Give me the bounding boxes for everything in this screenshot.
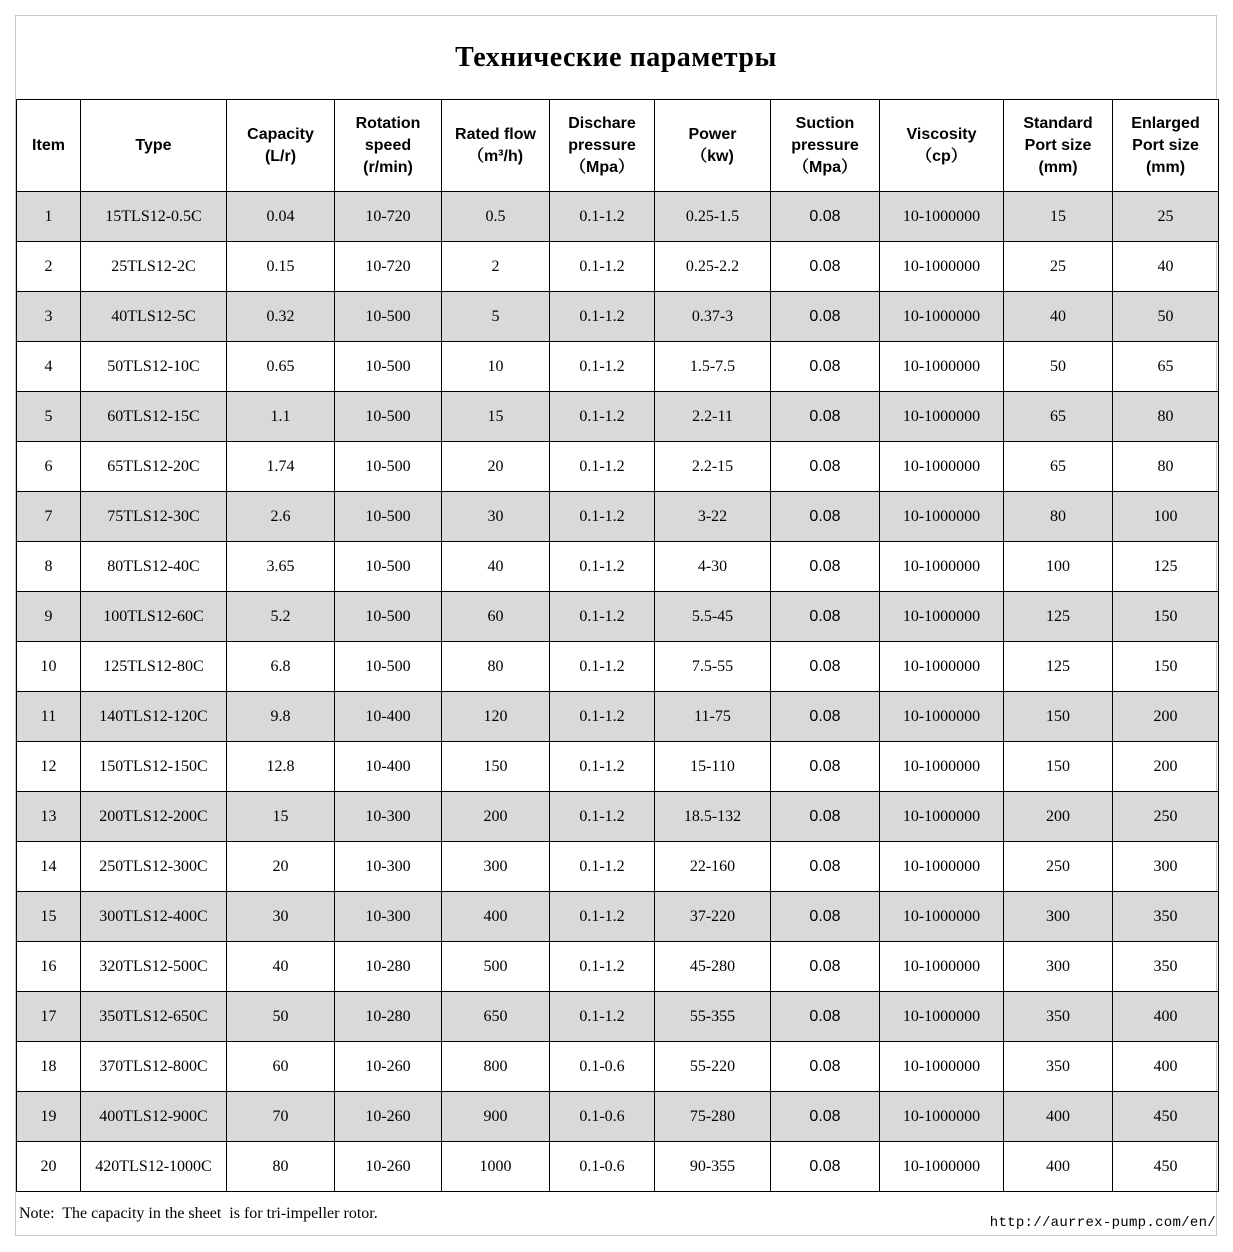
cell-rotation-speed: 10-300 [335,792,442,842]
column-header-rotation-speed [335,100,442,192]
cell-enlarged-port-size: 150 [1113,642,1219,692]
column-header-line: Standard [1023,114,1093,132]
cell-item: 20 [17,1142,81,1192]
cell-standard-port-size: 150 [1004,692,1113,742]
cell-rotation-speed: 10-300 [335,842,442,892]
cell-suction-pressure: 0.08 [771,842,880,892]
cell-enlarged-port-size: 450 [1113,1142,1219,1192]
cell-viscosity: 10-1000000 [880,292,1004,342]
table-row [17,1142,1219,1192]
column-header-line: Rated flow [455,125,536,143]
cell-enlarged-port-size: 80 [1113,392,1219,442]
cell-enlarged-port-size: 150 [1113,592,1219,642]
cell-item: 9 [17,592,81,642]
cell-power: 45-280 [655,942,771,992]
cell-enlarged-port-size: 200 [1113,742,1219,792]
cell-capacity: 30 [227,892,335,942]
column-header-rated-flow [442,100,550,192]
cell-viscosity: 10-1000000 [880,692,1004,742]
cell-standard-port-size: 50 [1004,342,1113,392]
cell-enlarged-port-size: 250 [1113,792,1219,842]
cell-rated-flow: 200 [442,792,550,842]
cell-power: 0.25-1.5 [655,192,771,242]
cell-rated-flow: 400 [442,892,550,942]
cell-type: 40TLS12-5C [81,292,227,342]
cell-power: 75-280 [655,1092,771,1142]
column-header-line: （cp） [916,147,967,165]
cell-standard-port-size: 200 [1004,792,1113,842]
cell-enlarged-port-size: 65 [1113,342,1219,392]
page-title: Технические параметры [455,41,777,73]
cell-standard-port-size: 25 [1004,242,1113,292]
cell-discharge-pressure: 0.1-1.2 [550,892,655,942]
cell-enlarged-port-size: 125 [1113,542,1219,592]
cell-suction-pressure: 0.08 [771,1042,880,1092]
cell-item: 19 [17,1092,81,1142]
cell-power: 4-30 [655,542,771,592]
cell-power: 55-220 [655,1042,771,1092]
cell-type: 140TLS12-120C [81,692,227,742]
cell-item: 18 [17,1042,81,1092]
cell-discharge-pressure: 0.1-1.2 [550,192,655,242]
cell-suction-pressure: 0.08 [771,742,880,792]
table-row [17,1042,1219,1092]
cell-item: 6 [17,442,81,492]
table-row [17,692,1219,742]
table-row [17,892,1219,942]
table-row [17,192,1219,242]
cell-rotation-speed: 10-280 [335,992,442,1042]
column-header-line: (mm) [1145,158,1186,176]
column-header-line: Enlarged [1131,114,1200,132]
cell-rotation-speed: 10-300 [335,892,442,942]
cell-rotation-speed: 10-720 [335,242,442,292]
cell-discharge-pressure: 0.1-1.2 [550,242,655,292]
cell-viscosity: 10-1000000 [880,992,1004,1042]
cell-standard-port-size: 100 [1004,542,1113,592]
cell-suction-pressure: 0.08 [771,1092,880,1142]
cell-rotation-speed: 10-500 [335,342,442,392]
column-header-line: （kw) [691,147,734,165]
cell-suction-pressure: 0.08 [771,692,880,742]
cell-capacity: 2.6 [227,492,335,542]
table-header-row [17,100,1219,192]
cell-enlarged-port-size: 40 [1113,242,1219,292]
table-row [17,392,1219,442]
cell-enlarged-port-size: 350 [1113,892,1219,942]
cell-rated-flow: 800 [442,1042,550,1092]
cell-rated-flow: 120 [442,692,550,742]
column-header-power [655,100,771,192]
cell-capacity: 0.04 [227,192,335,242]
title-area [16,16,1216,99]
cell-capacity: 9.8 [227,692,335,742]
column-header-line: (L/r) [264,147,297,165]
cell-capacity: 40 [227,942,335,992]
cell-standard-port-size: 15 [1004,192,1113,242]
cell-rated-flow: 2 [442,242,550,292]
cell-type: 25TLS12-2C [81,242,227,292]
cell-item: 15 [17,892,81,942]
cell-rotation-speed: 10-260 [335,1142,442,1192]
cell-rotation-speed: 10-500 [335,542,442,592]
table-row [17,442,1219,492]
cell-capacity: 1.1 [227,392,335,442]
cell-viscosity: 10-1000000 [880,342,1004,392]
cell-item: 13 [17,792,81,842]
cell-discharge-pressure: 0.1-1.2 [550,392,655,442]
cell-viscosity: 10-1000000 [880,742,1004,792]
cell-capacity: 80 [227,1142,335,1192]
cell-item: 17 [17,992,81,1042]
cell-enlarged-port-size: 25 [1113,192,1219,242]
cell-capacity: 6.8 [227,642,335,692]
cell-power: 7.5-55 [655,642,771,692]
table-row [17,1092,1219,1142]
table-row [17,642,1219,692]
cell-viscosity: 10-1000000 [880,842,1004,892]
cell-enlarged-port-size: 80 [1113,442,1219,492]
cell-type: 150TLS12-150C [81,742,227,792]
cell-discharge-pressure: 0.1-1.2 [550,742,655,792]
cell-discharge-pressure: 0.1-1.2 [550,792,655,842]
cell-capacity: 60 [227,1042,335,1092]
cell-viscosity: 10-1000000 [880,1092,1004,1142]
cell-type: 320TLS12-500C [81,942,227,992]
cell-item: 11 [17,692,81,742]
cell-power: 0.25-2.2 [655,242,771,292]
cell-rated-flow: 500 [442,942,550,992]
cell-rotation-speed: 10-500 [335,592,442,642]
cell-capacity: 20 [227,842,335,892]
cell-type: 65TLS12-20C [81,442,227,492]
cell-type: 50TLS12-10C [81,342,227,392]
table-row [17,342,1219,392]
cell-viscosity: 10-1000000 [880,642,1004,692]
cell-suction-pressure: 0.08 [771,642,880,692]
cell-rated-flow: 300 [442,842,550,892]
cell-capacity: 12.8 [227,742,335,792]
cell-power: 18.5-132 [655,792,771,842]
cell-suction-pressure: 0.08 [771,992,880,1042]
cell-type: 400TLS12-900C [81,1092,227,1142]
cell-standard-port-size: 350 [1004,992,1113,1042]
cell-discharge-pressure: 0.1-1.2 [550,292,655,342]
cell-suction-pressure: 0.08 [771,192,880,242]
cell-power: 22-160 [655,842,771,892]
cell-type: 350TLS12-650C [81,992,227,1042]
cell-viscosity: 10-1000000 [880,542,1004,592]
cell-discharge-pressure: 0.1-1.2 [550,342,655,392]
cell-standard-port-size: 400 [1004,1092,1113,1142]
cell-type: 420TLS12-1000C [81,1142,227,1192]
cell-discharge-pressure: 0.1-1.2 [550,992,655,1042]
spec-sheet [15,15,1217,1236]
table-row [17,842,1219,892]
cell-suction-pressure: 0.08 [771,392,880,442]
column-header-item [17,100,81,192]
cell-standard-port-size: 80 [1004,492,1113,542]
table-row [17,942,1219,992]
cell-type: 370TLS12-800C [81,1042,227,1092]
cell-viscosity: 10-1000000 [880,192,1004,242]
cell-discharge-pressure: 0.1-1.2 [550,592,655,642]
cell-suction-pressure: 0.08 [771,242,880,292]
cell-capacity: 0.15 [227,242,335,292]
cell-viscosity: 10-1000000 [880,392,1004,442]
column-header-line: （Mpa） [792,158,857,176]
table-row [17,492,1219,542]
cell-suction-pressure: 0.08 [771,542,880,592]
cell-standard-port-size: 250 [1004,842,1113,892]
cell-viscosity: 10-1000000 [880,892,1004,942]
cell-viscosity: 10-1000000 [880,942,1004,992]
cell-power: 37-220 [655,892,771,942]
cell-item: 2 [17,242,81,292]
column-header-line: speed [364,136,412,154]
column-header-line: Item [32,136,65,154]
cell-rotation-speed: 10-500 [335,492,442,542]
parameters-table [16,99,1219,1192]
cell-standard-port-size: 125 [1004,642,1113,692]
cell-suction-pressure: 0.08 [771,1142,880,1192]
cell-item: 4 [17,342,81,392]
cell-discharge-pressure: 0.1-1.2 [550,542,655,592]
cell-viscosity: 10-1000000 [880,1142,1004,1192]
cell-rated-flow: 650 [442,992,550,1042]
cell-power: 0.37-3 [655,292,771,342]
cell-item: 3 [17,292,81,342]
cell-rotation-speed: 10-280 [335,942,442,992]
cell-standard-port-size: 300 [1004,942,1113,992]
cell-standard-port-size: 65 [1004,442,1113,492]
cell-suction-pressure: 0.08 [771,942,880,992]
cell-item: 12 [17,742,81,792]
cell-standard-port-size: 65 [1004,392,1113,442]
cell-enlarged-port-size: 400 [1113,992,1219,1042]
cell-type: 250TLS12-300C [81,842,227,892]
table-row [17,742,1219,792]
column-header-discharge-pressure [550,100,655,192]
column-header-line: Dischare [568,114,636,132]
column-header-line: （m³/h) [467,147,524,165]
cell-viscosity: 10-1000000 [880,242,1004,292]
table-body [17,192,1219,1192]
cell-type: 125TLS12-80C [81,642,227,692]
cell-suction-pressure: 0.08 [771,442,880,492]
cell-standard-port-size: 300 [1004,892,1113,942]
cell-capacity: 0.32 [227,292,335,342]
column-header-enlarged-port-size [1113,100,1219,192]
cell-suction-pressure: 0.08 [771,792,880,842]
cell-item: 7 [17,492,81,542]
column-header-line: Power [688,125,737,143]
cell-rated-flow: 900 [442,1092,550,1142]
cell-suction-pressure: 0.08 [771,292,880,342]
column-header-line: Viscosity [906,125,977,143]
table-row [17,992,1219,1042]
cell-capacity: 5.2 [227,592,335,642]
cell-viscosity: 10-1000000 [880,1042,1004,1092]
cell-discharge-pressure: 0.1-1.2 [550,692,655,742]
cell-item: 5 [17,392,81,442]
cell-viscosity: 10-1000000 [880,592,1004,642]
cell-rated-flow: 40 [442,542,550,592]
note-text: Note: The capacity in the sheet is for tri-impeller rotor. [19,1205,378,1222]
column-header-line: pressure [791,136,859,154]
cell-capacity: 15 [227,792,335,842]
column-header-line: pressure [568,136,636,154]
column-header-line: Port size [1132,136,1199,154]
cell-type: 200TLS12-200C [81,792,227,842]
cell-rotation-speed: 10-500 [335,292,442,342]
cell-rated-flow: 60 [442,592,550,642]
cell-power: 1.5-7.5 [655,342,771,392]
cell-enlarged-port-size: 350 [1113,942,1219,992]
cell-suction-pressure: 0.08 [771,892,880,942]
column-header-line: Capacity [247,125,314,143]
table-row [17,242,1219,292]
cell-type: 15TLS12-0.5C [81,192,227,242]
cell-type: 60TLS12-15C [81,392,227,442]
cell-capacity: 70 [227,1092,335,1142]
table-row [17,592,1219,642]
cell-rotation-speed: 10-260 [335,1092,442,1142]
watermark-url: http://aurrex-pump.com/en/ [989,1215,1216,1231]
cell-discharge-pressure: 0.1-0.6 [550,1042,655,1092]
cell-viscosity: 10-1000000 [880,442,1004,492]
cell-capacity: 0.65 [227,342,335,392]
cell-standard-port-size: 40 [1004,292,1113,342]
column-header-line: Type [135,136,172,154]
column-header-line: (r/min) [363,158,413,176]
cell-enlarged-port-size: 450 [1113,1092,1219,1142]
cell-rotation-speed: 10-500 [335,642,442,692]
cell-standard-port-size: 350 [1004,1042,1113,1092]
cell-type: 100TLS12-60C [81,592,227,642]
cell-item: 10 [17,642,81,692]
cell-discharge-pressure: 0.1-1.2 [550,942,655,992]
cell-rated-flow: 10 [442,342,550,392]
column-header-capacity [227,100,335,192]
cell-rated-flow: 150 [442,742,550,792]
cell-rated-flow: 0.5 [442,192,550,242]
cell-item: 8 [17,542,81,592]
table-row [17,542,1219,592]
column-header-line: Suction [795,114,855,132]
cell-rated-flow: 1000 [442,1142,550,1192]
cell-rated-flow: 20 [442,442,550,492]
cell-type: 300TLS12-400C [81,892,227,942]
column-header-standard-port-size [1004,100,1113,192]
cell-power: 15-110 [655,742,771,792]
cell-type: 75TLS12-30C [81,492,227,542]
cell-rotation-speed: 10-720 [335,192,442,242]
cell-viscosity: 10-1000000 [880,492,1004,542]
cell-rated-flow: 15 [442,392,550,442]
table-row [17,792,1219,842]
cell-suction-pressure: 0.08 [771,342,880,392]
cell-type: 80TLS12-40C [81,542,227,592]
cell-power: 2.2-15 [655,442,771,492]
column-header-line: Rotation [355,114,421,132]
cell-standard-port-size: 125 [1004,592,1113,642]
cell-item: 16 [17,942,81,992]
cell-power: 11-75 [655,692,771,742]
cell-rotation-speed: 10-500 [335,392,442,442]
column-header-line: （Mpa） [569,158,634,176]
cell-discharge-pressure: 0.1-1.2 [550,842,655,892]
cell-capacity: 3.65 [227,542,335,592]
cell-enlarged-port-size: 300 [1113,842,1219,892]
cell-rotation-speed: 10-400 [335,742,442,792]
cell-standard-port-size: 400 [1004,1142,1113,1192]
cell-discharge-pressure: 0.1-1.2 [550,642,655,692]
cell-enlarged-port-size: 400 [1113,1042,1219,1092]
column-header-viscosity [880,100,1004,192]
cell-capacity: 50 [227,992,335,1042]
cell-power: 90-355 [655,1142,771,1192]
cell-rotation-speed: 10-260 [335,1042,442,1092]
cell-discharge-pressure: 0.1-1.2 [550,442,655,492]
cell-item: 1 [17,192,81,242]
cell-rated-flow: 80 [442,642,550,692]
cell-power: 55-355 [655,992,771,1042]
cell-enlarged-port-size: 100 [1113,492,1219,542]
cell-power: 5.5-45 [655,592,771,642]
cell-power: 2.2-11 [655,392,771,442]
cell-enlarged-port-size: 200 [1113,692,1219,742]
column-header-line: Port size [1024,136,1092,154]
column-header-line: (mm) [1038,158,1078,176]
table-row [17,292,1219,342]
cell-discharge-pressure: 0.1-1.2 [550,492,655,542]
column-header-suction-pressure [771,100,880,192]
note-row [16,1191,1216,1235]
cell-viscosity: 10-1000000 [880,792,1004,842]
cell-rated-flow: 30 [442,492,550,542]
cell-enlarged-port-size: 50 [1113,292,1219,342]
column-header-type [81,100,227,192]
cell-standard-port-size: 150 [1004,742,1113,792]
cell-suction-pressure: 0.08 [771,492,880,542]
cell-power: 3-22 [655,492,771,542]
cell-capacity: 1.74 [227,442,335,492]
cell-rated-flow: 5 [442,292,550,342]
cell-discharge-pressure: 0.1-0.6 [550,1092,655,1142]
cell-rotation-speed: 10-500 [335,442,442,492]
cell-suction-pressure: 0.08 [771,592,880,642]
cell-rotation-speed: 10-400 [335,692,442,742]
cell-item: 14 [17,842,81,892]
cell-discharge-pressure: 0.1-0.6 [550,1142,655,1192]
